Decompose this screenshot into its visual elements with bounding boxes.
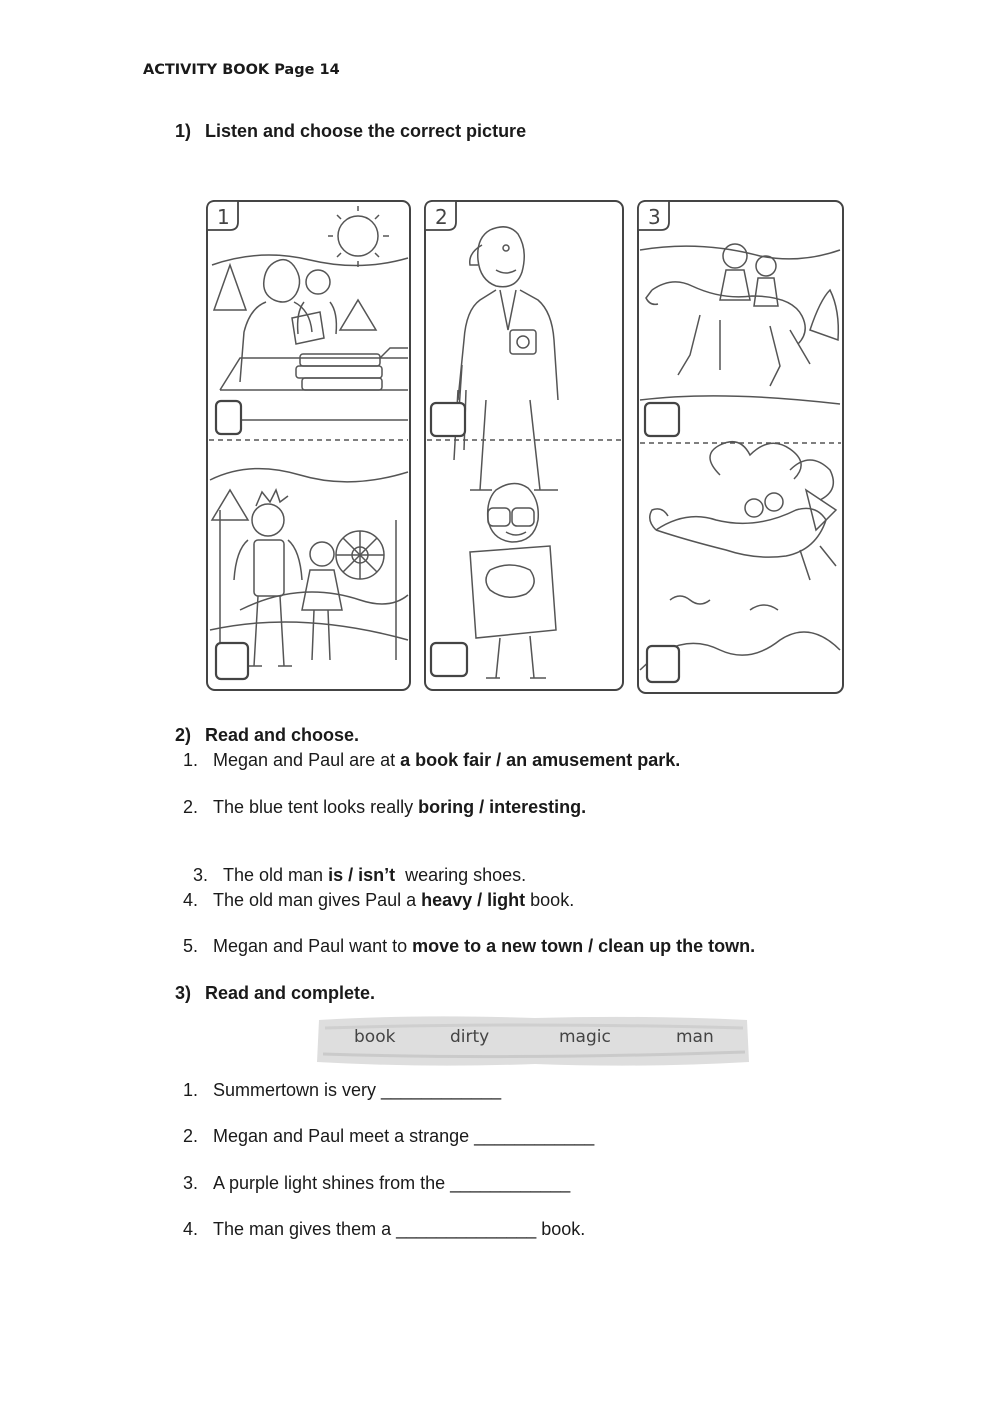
choose-item-3 <box>183 842 526 886</box>
item-text: Megan and Paul are at <box>213 750 401 770</box>
item-number: 2. <box>183 1126 199 1146</box>
answer-box-2b[interactable] <box>431 643 467 676</box>
column-frame-3 <box>638 201 843 693</box>
section-3-title <box>175 983 375 1004</box>
page-header: ACTIVITY BOOK Page 14 <box>143 62 340 78</box>
item-number: 3. <box>183 1173 199 1193</box>
item-number: 1. <box>183 750 199 770</box>
item-after: book. <box>536 1219 586 1239</box>
item-options[interactable]: a book fair / an amusement park. <box>400 750 681 770</box>
item-text: The old man <box>223 865 329 885</box>
complete-item-1 <box>183 1079 501 1101</box>
answer-box-3a[interactable] <box>645 403 679 436</box>
section-3-number: 3) <box>175 983 192 1003</box>
picture-grid <box>200 190 848 700</box>
item-options[interactable]: is / isn’t <box>328 865 396 885</box>
section-1-number: 1) <box>175 121 192 141</box>
panel-number-3: 3 <box>648 205 661 229</box>
section-3-text: Read and complete. <box>205 983 376 1003</box>
choose-item-1 <box>183 749 680 771</box>
item-number: 5. <box>183 936 199 956</box>
choose-item-5 <box>183 935 755 957</box>
word-bank-word: book <box>354 1027 396 1047</box>
item-text: The blue tent looks really <box>213 797 419 817</box>
word-bank-word: man <box>676 1027 714 1047</box>
complete-item-2 <box>183 1125 594 1147</box>
word-bank-word: dirty <box>450 1027 490 1047</box>
item-number: 2. <box>183 797 199 817</box>
picture-panel <box>200 190 848 700</box>
section-2-title <box>175 725 359 746</box>
item-text[interactable]: A purple light shines from the ____________ <box>213 1173 571 1193</box>
word-bank-word: magic <box>559 1027 611 1047</box>
item-options[interactable]: move to a new town / clean up the town. <box>412 936 756 956</box>
item-after: wearing shoes. <box>395 865 527 885</box>
answer-box-1a[interactable] <box>216 401 241 434</box>
section-1-text: Listen and choose the correct picture <box>205 121 527 141</box>
answer-box-2a[interactable] <box>431 403 465 436</box>
item-text: The old man gives Paul a <box>213 890 422 910</box>
item-options[interactable]: heavy / light <box>421 890 526 910</box>
panel-number-1: 1 <box>217 205 230 229</box>
item-after: book. <box>525 890 575 910</box>
item-number: 4. <box>183 1219 199 1239</box>
item-options[interactable]: boring / interesting. <box>418 797 587 817</box>
panel-number-2: 2 <box>435 205 448 229</box>
item-number: 1. <box>183 1080 199 1100</box>
word-bank <box>315 1014 751 1068</box>
choose-item-4 <box>183 889 574 911</box>
item-text[interactable]: Summertown is very ____________ <box>213 1080 502 1100</box>
section-2-number: 2) <box>175 725 192 745</box>
answer-box-3b[interactable] <box>647 646 679 682</box>
complete-item-4 <box>183 1218 585 1240</box>
item-number: 4. <box>183 890 199 910</box>
item-number: 3. <box>193 865 209 885</box>
answer-box-1b[interactable] <box>216 643 248 679</box>
section-2-text: Read and choose. <box>205 725 360 745</box>
complete-item-3 <box>183 1172 570 1194</box>
item-text[interactable]: Megan and Paul meet a strange ____________ <box>213 1126 595 1146</box>
choose-item-2 <box>183 796 586 818</box>
item-text: Megan and Paul want to <box>213 936 413 956</box>
item-text[interactable]: The man gives them a ______________ <box>213 1219 537 1239</box>
section-1-title <box>175 121 526 142</box>
